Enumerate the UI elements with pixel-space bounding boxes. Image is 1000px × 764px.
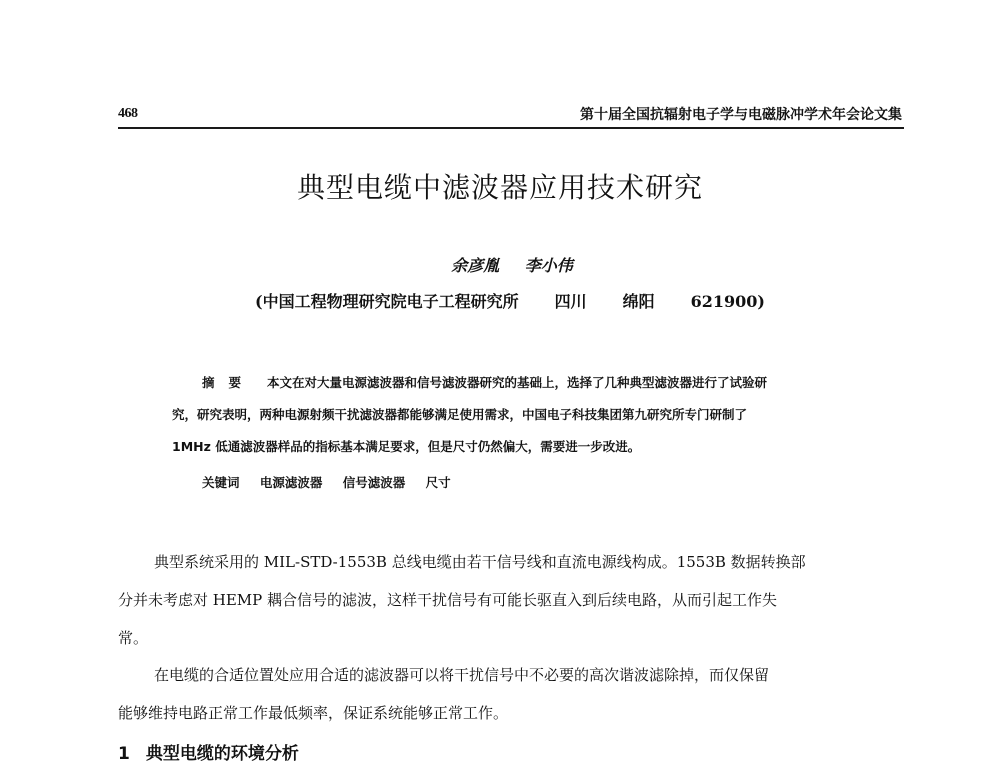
keywords <box>202 473 467 491</box>
keywords-label: 关键词 <box>202 475 240 490</box>
section-number: 1 <box>118 744 130 764</box>
abstract-text: 本文在对大量电源滤波器和信号滤波器研究的基础上，选择了几种典型滤波器进行了试验研 <box>267 375 768 390</box>
body-line: 典型系统采用的 MIL-STD-1553B 总线电缆由若干信号线和直流电源线构成。1553B 数据转换部 <box>154 553 806 571</box>
abstract-line: 1MHz 低通滤波器样品的指标基本满足要求，但是尺寸仍然偏大，需要进一步改进。 <box>172 439 641 454</box>
affiliation-province: 四川 <box>554 292 587 311</box>
author-list <box>0 253 1000 276</box>
journal-title: 第十届全国抗辐射电子学与电磁脉冲学术年会论文集 <box>580 107 902 123</box>
page-number: 468 <box>118 106 138 121</box>
body-line: 在电缆的合适位置处应用合适的滤波器可以将干扰信号中不必要的高次谐波滤除掉，而仅保留 <box>154 666 770 684</box>
affiliation-city: 绵阳 <box>622 292 655 311</box>
affiliation-close-paren: ) <box>757 292 765 311</box>
body-line: 能够维持电路正常工作最低频率，保证系统能够正常工作。 <box>118 704 509 722</box>
keyword: 尺寸 <box>425 475 451 490</box>
affiliation <box>0 289 1000 312</box>
author-name: 李小伟 <box>524 256 573 275</box>
paper-title: 典型电缆中滤波器应用技术研究 <box>296 171 703 204</box>
abstract-line <box>172 367 888 399</box>
affiliation-institution: 中国工程物理研究院电子工程研究所 <box>262 292 519 311</box>
body-paragraph <box>118 656 908 732</box>
section-title: 典型电缆的环境分析 <box>145 744 299 764</box>
body-line: 分并未考虑对 HEMP 耦合信号的滤波，这样干扰信号有可能长驱直入到后续电路，从而引起工作失 <box>118 591 778 609</box>
affiliation-open-paren: ( <box>255 292 263 311</box>
keyword: 电源滤波器 <box>259 475 323 490</box>
header-rule <box>118 127 904 129</box>
body-paragraph <box>118 543 908 657</box>
affiliation-postcode: 621900 <box>690 292 758 311</box>
abstract-line: 究，研究表明，两种电源射频干扰滤波器都能够满足使用需求，中国电子科技集团第九研究所专门研制了 <box>172 407 748 422</box>
running-header <box>118 104 902 128</box>
body-line: 常。 <box>118 629 149 647</box>
abstract-label: 摘要 <box>202 375 256 390</box>
author-name: 余彦胤 <box>451 256 500 275</box>
section-heading <box>118 739 299 764</box>
keyword: 信号滤波器 <box>342 475 406 490</box>
abstract <box>172 367 888 463</box>
